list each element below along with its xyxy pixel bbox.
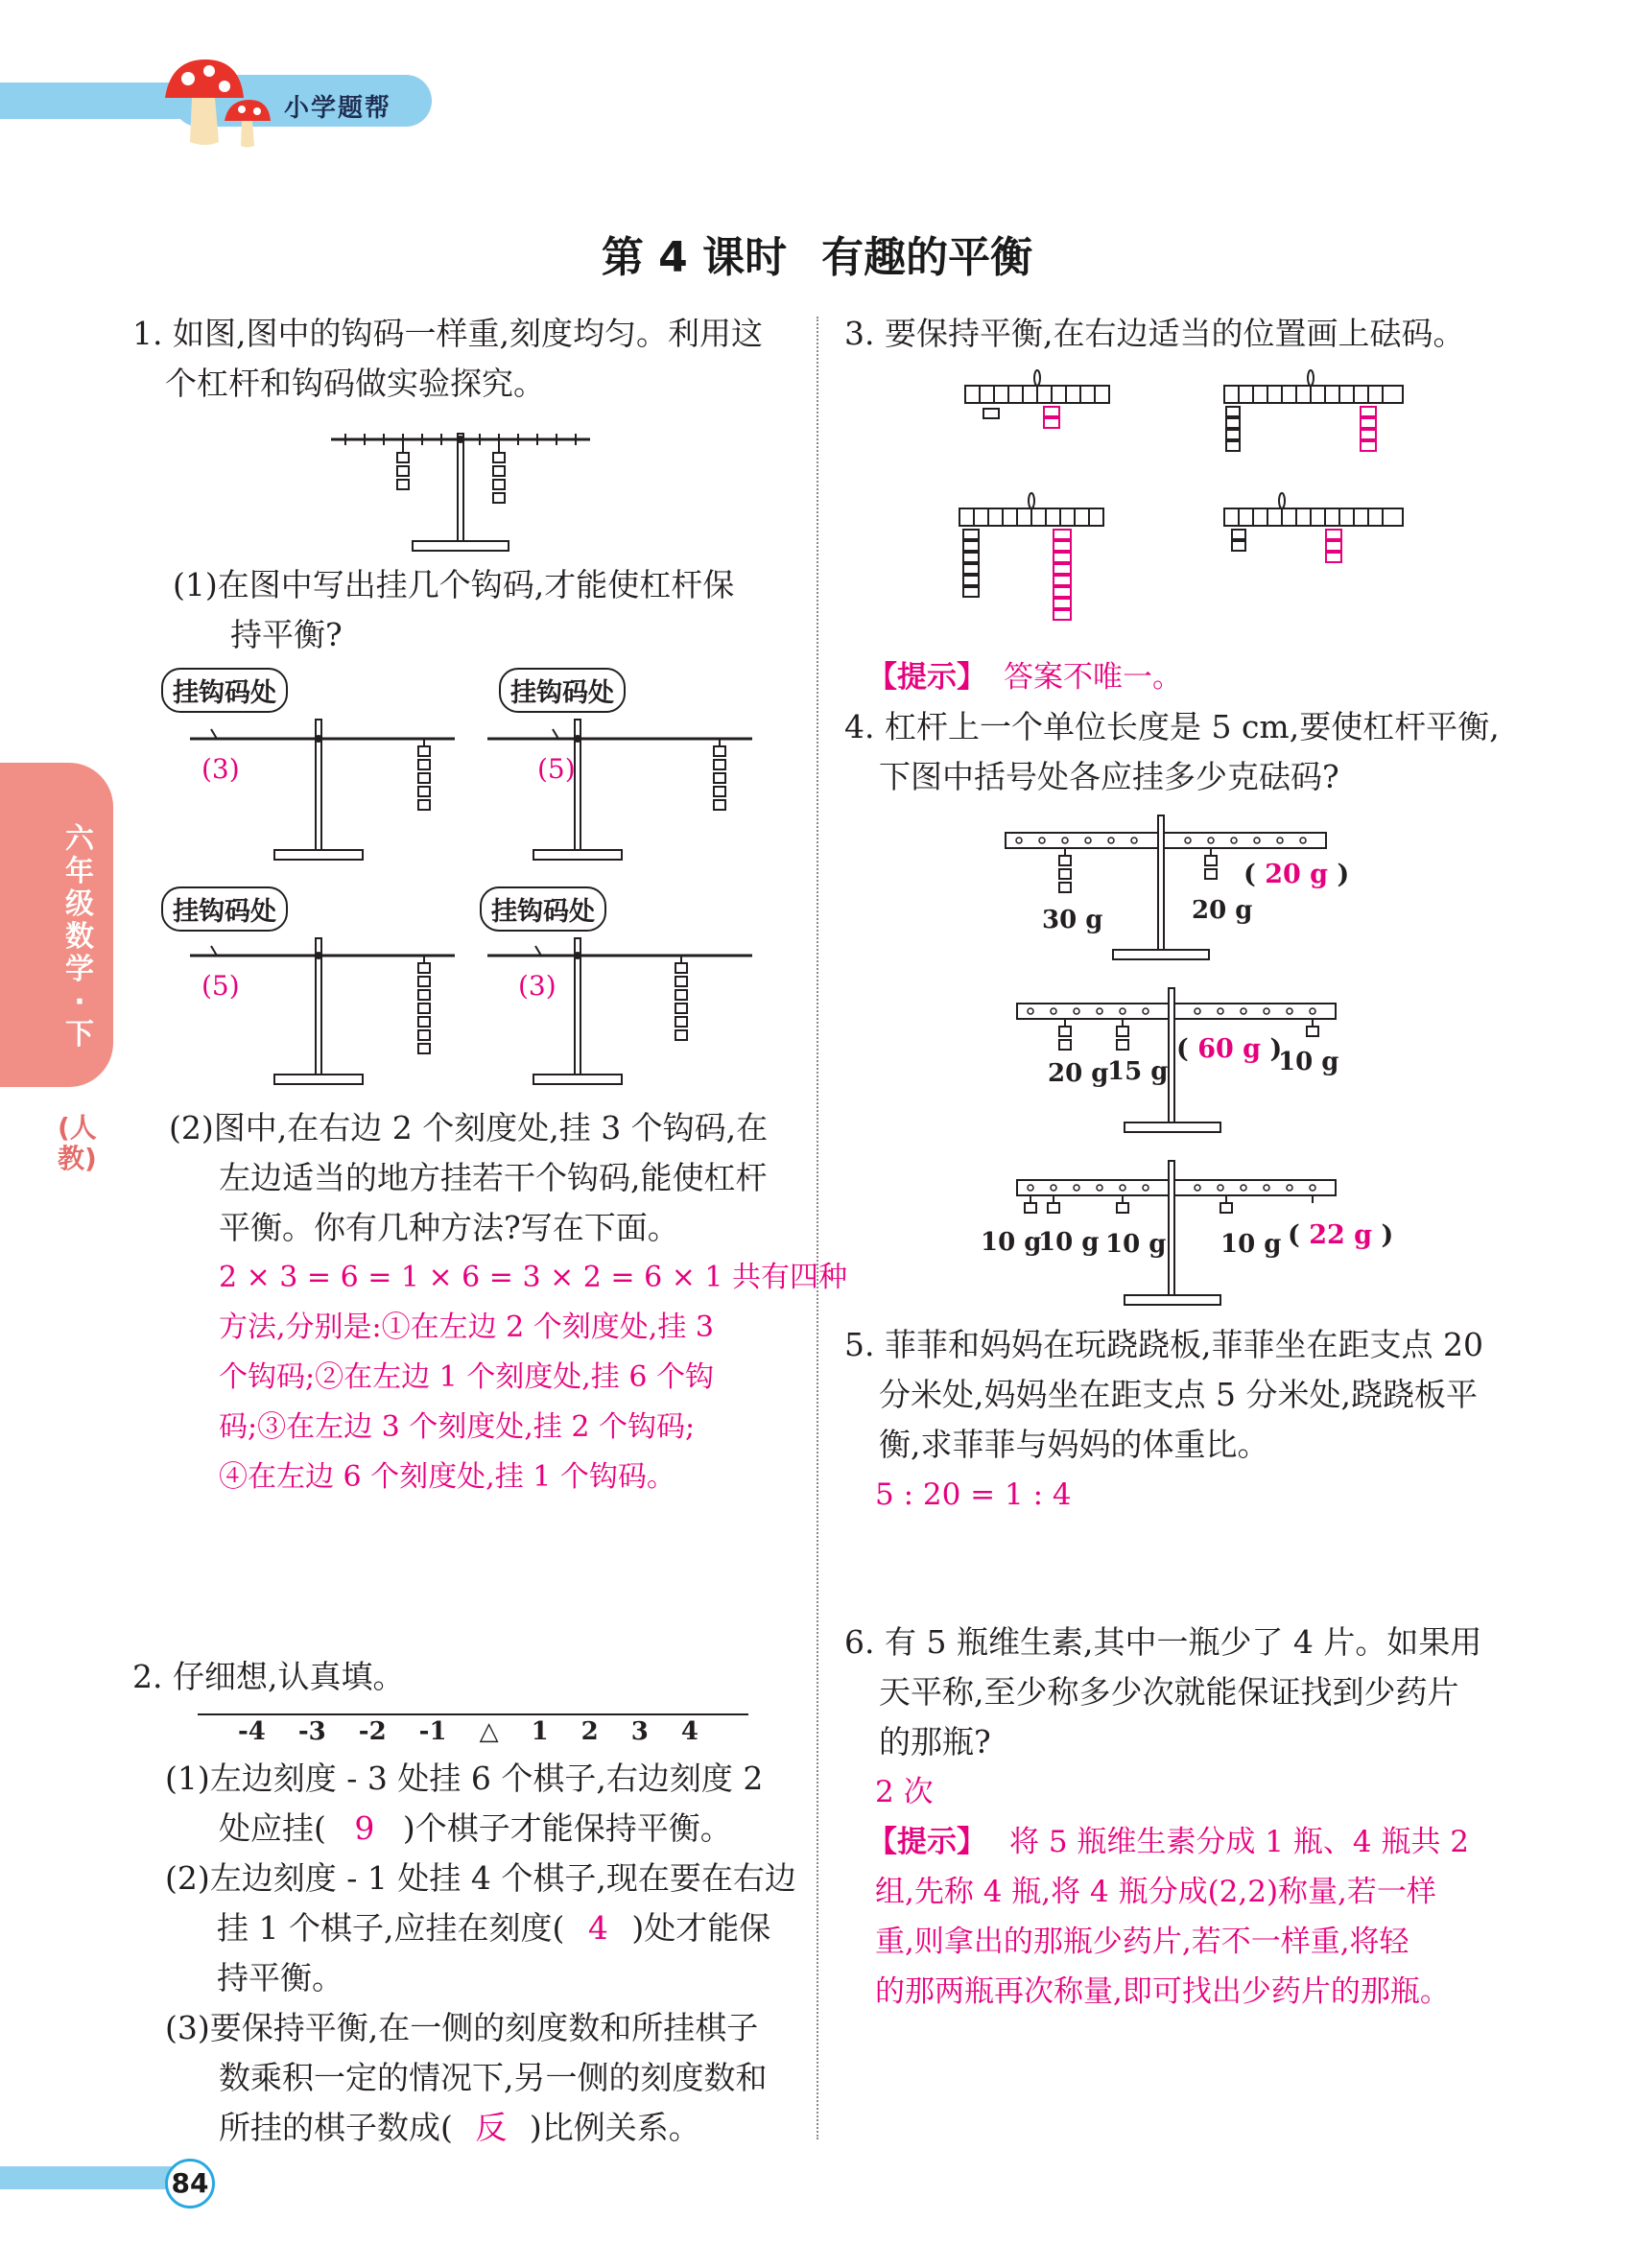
q2-part2-line3: 持平衡。 (217, 1959, 343, 1996)
q1-main-lever (326, 422, 595, 556)
q1-part1-line2: 持平衡? (230, 616, 343, 653)
tick-label: -4 (238, 1717, 266, 1746)
brand-text: 小学题帮 (284, 94, 392, 123)
q2-part3-line3: 所挂的棋子数成( 反 )比例关系。 (219, 2103, 700, 2153)
q6-hint-line2: 组,先称 4 瓶,将 4 瓶分成(2,2)称量,若一样 (875, 1875, 1436, 1909)
side-tab (0, 763, 113, 1087)
q3-stem: 3. 要保持平衡,在右边适当的位置画上砝码。 (844, 315, 1465, 352)
page-number: 84 (165, 2159, 215, 2209)
q2-part3-answer: 反 (475, 2109, 508, 2146)
mushroom-logo-icon (161, 54, 276, 150)
q2-part3-line1: (3)要保持平衡,在一侧的刻度数和所挂棋子 (165, 2009, 759, 2046)
q2-part2-line2: 挂 1 个棋子,应挂在刻度( 4 )处才能保 (217, 1903, 770, 1953)
q6-hint-line3: 重,则拿出的那瓶少药片,若不一样重,将轻 (875, 1925, 1409, 1959)
tick-label: -3 (297, 1717, 326, 1746)
lesson-name: 有趣的平衡 (821, 233, 1033, 282)
q5-stem-line2: 分米处,妈妈坐在距支点 5 分米处,跷跷板平 (879, 1376, 1478, 1413)
q2-part1-line1: (1)左边刻度 - 3 处挂 6 个棋子,右边刻度 2 (165, 1760, 764, 1797)
q4-fig3-left3: 10 g (1105, 1230, 1167, 1259)
q1-lever-b (485, 710, 754, 863)
tick-label: 3 (630, 1717, 649, 1746)
q1-part2-line2: 左边适当的地方挂若干个钩码,能使杠杆 (219, 1159, 768, 1196)
q1-stem-line2: 个杠杆和钩码做实验探究。 (165, 365, 545, 402)
q4-fig1-left: 30 g (1042, 906, 1103, 934)
q1-answer-line4: 码;③在左边 3 个刻度处,挂 2 个钩码; (219, 1410, 696, 1444)
q1-stem-line1: 1. 如图,图中的钩码一样重,刻度均匀。利用这 (132, 315, 763, 352)
q1-hook-label-3: 挂钩码处 (161, 886, 288, 932)
q5-stem-line1: 5. 菲菲和妈妈在玩跷跷板,菲菲坐在距支点 20 (844, 1326, 1483, 1363)
q6-hint-line1: 【提示】 将 5 瓶维生素分成 1 瓶、4 瓶共 2 (867, 1825, 1470, 1859)
q3-hint (867, 652, 1182, 702)
q1-hook-label-2: 挂钩码处 (499, 668, 626, 713)
q3-hint-label: 【提示】 (867, 660, 986, 695)
q4-stem-line1: 4. 杠杆上一个单位长度是 5 cm,要使杠杆平衡, (844, 708, 1500, 745)
side-grade: 六年级数学·下 (65, 822, 94, 1051)
q2-part2-answer: 4 (587, 1909, 608, 1947)
q2-part3-line2: 数乘积一定的情况下,另一侧的刻度数和 (219, 2059, 768, 2096)
q4-fig1-answer: ( 20 g ) (1243, 860, 1350, 889)
q2-stem: 2. 仔细想,认真填。 (132, 1658, 405, 1695)
lesson-number: 第 4 课时 (601, 233, 788, 282)
q4-fig2-left2: 15 g (1107, 1057, 1169, 1086)
q1-answer-a: (3) (201, 753, 240, 785)
side-edition: (人教) (58, 1112, 97, 1174)
q1-lever-c (188, 931, 457, 1094)
q4-fig3-answer: ( 22 g ) (1288, 1220, 1394, 1250)
q3-balance-figures (950, 365, 1430, 652)
q6-hint-line4: 的那两瓶再次称量,即可找出少药片的那瓶。 (875, 1974, 1450, 2009)
q2-part2-line1: (2)左边刻度 - 1 处挂 4 个棋子,现在要在右边 (165, 1859, 796, 1897)
q6-stem-line2: 天平称,至少称多少次就能保证找到少药片 (879, 1673, 1459, 1711)
page-title (0, 223, 1634, 284)
q5-answer: 5 : 20 = 1 : 4 (875, 1477, 1072, 1512)
tick-label: -1 (418, 1717, 447, 1746)
q6-answer: 2 次 (875, 1775, 934, 1809)
q4-stem-line2: 下图中括号处各应挂多少克砝码? (879, 758, 1339, 795)
q1-answer-d: (3) (518, 970, 557, 1002)
q5-stem-line3: 衡,求菲菲与妈妈的体重比。 (879, 1426, 1269, 1463)
q1-lever-d (485, 931, 754, 1094)
tick-label: 2 (580, 1717, 599, 1746)
q2-part1-answer: 9 (354, 1809, 375, 1847)
q1-part1-line1: (1)在图中写出挂几个钩码,才能使杠杆保 (173, 566, 735, 603)
q4-fig3-right: 10 g (1220, 1230, 1282, 1259)
q4-fig2-answer: ( 60 g ) (1176, 1034, 1283, 1064)
q1-part2-line1: (2)图中,在右边 2 个刻度处,挂 3 个钩码,在 (169, 1109, 769, 1146)
q4-fig2-right: 10 g (1278, 1048, 1339, 1076)
q2-number-line (198, 1713, 748, 1715)
q1-hook-label-1: 挂钩码处 (161, 668, 288, 713)
fulcrum-triangle-icon: △ (479, 1717, 499, 1746)
q1-answer-line3: 个钩码;②在左边 1 个刻度处,挂 6 个钩 (219, 1360, 714, 1394)
q2-ticks (238, 1717, 699, 1746)
q1-answer-c: (5) (201, 970, 240, 1002)
footer-band (0, 2166, 188, 2189)
q4-fig3-left2: 10 g (1038, 1228, 1100, 1257)
q1-answer-line2: 方法,分别是:①在左边 2 个刻度处,挂 3 (219, 1311, 714, 1344)
q4-fig2-left1: 20 g (1048, 1059, 1109, 1088)
column-divider (817, 317, 818, 2139)
q4-lever-1 (998, 812, 1343, 975)
q1-answer-line1: 2 × 3 = 6 = 1 × 6 = 3 × 2 = 6 × 1 共有四种 (219, 1261, 847, 1294)
tick-label: 1 (531, 1717, 549, 1746)
q1-answer-b: (5) (537, 753, 576, 785)
q2-part1-line2: 处应挂( 9 )个棋子才能保持平衡。 (219, 1804, 732, 1854)
q1-hook-label-4: 挂钩码处 (480, 886, 606, 932)
q6-stem-line3: 的那瓶? (879, 1723, 991, 1760)
q6-stem-line1: 6. 有 5 瓶维生素,其中一瓶少了 4 片。如果用 (844, 1623, 1482, 1661)
q1-answer-line5: ④在左边 6 个刻度处,挂 1 个钩码。 (219, 1460, 675, 1494)
q6-hint-label: 【提示】 (867, 1825, 986, 1859)
q4-fig1-right: 20 g (1192, 896, 1253, 925)
q1-part2-line3: 平衡。你有几种方法?写在下面。 (219, 1209, 679, 1246)
q4-fig3-left1: 10 g (981, 1228, 1042, 1257)
q3-hint-text: 答案不唯一。 (1004, 660, 1182, 695)
tick-label: -2 (358, 1717, 387, 1746)
tick-label: 4 (680, 1717, 699, 1746)
